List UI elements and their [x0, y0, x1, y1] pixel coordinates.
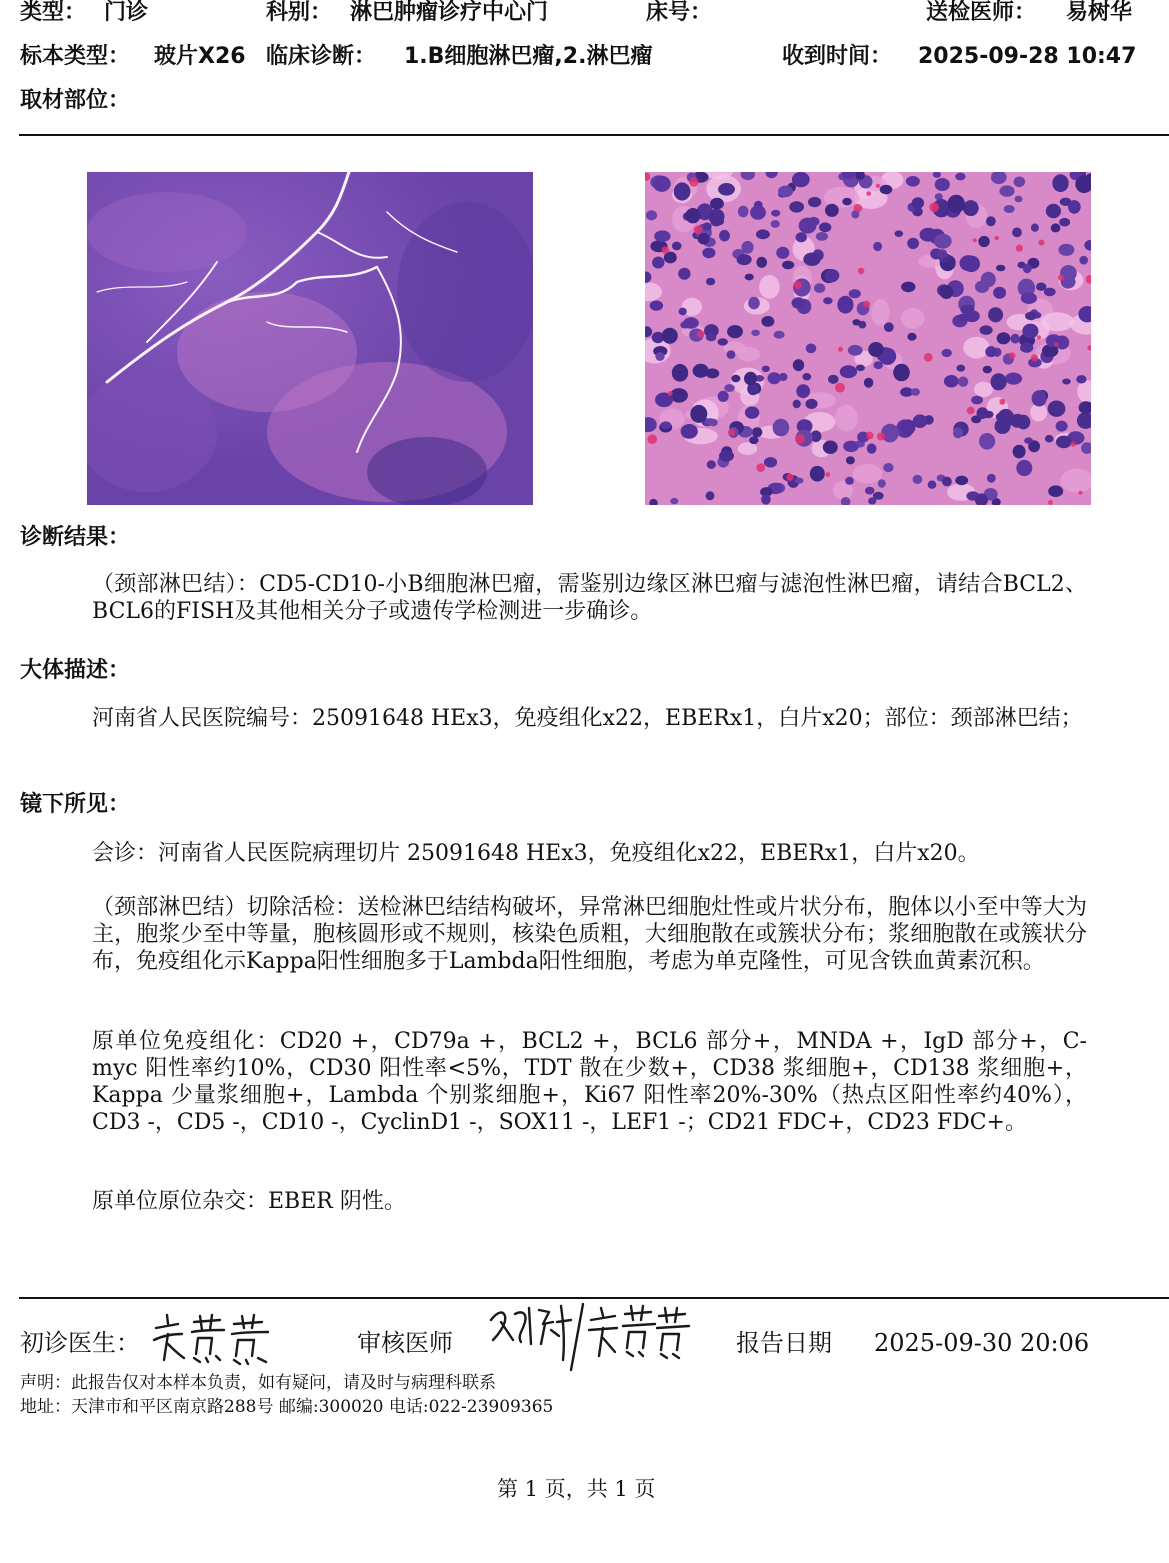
sampling-site-label: 取材部位： — [20, 88, 131, 113]
clinical-diagnosis-value: 1.B细胞淋巴瘤,2.淋巴瘤 — [404, 44, 653, 69]
received-time-label: 收到时间： — [782, 44, 893, 69]
microscopic-consultation-text: 会诊：河南省人民医院病理切片 25091648 HEx3，免疫组化x22，EBERx1，白片x20。 — [92, 841, 980, 866]
in-situ-hybridization-text: 原单位原位杂交：EBER 阴性。 — [92, 1189, 406, 1214]
micrograph-low-power — [87, 172, 533, 505]
report-date-label: 报告日期 — [736, 1329, 832, 1357]
initial-doctor-signature — [150, 1310, 275, 1370]
review-doctor-label: 审核医师 — [357, 1329, 453, 1357]
department-value: 淋巴肿瘤诊疗中心门 — [350, 0, 549, 25]
report-date-value: 2025-09-30 20:06 — [874, 1329, 1090, 1357]
hospital-address: 地址：天津市和平区南京路288号 邮编:300020 电话:022-23909365 — [20, 1397, 554, 1417]
disclaimer-statement: 声明：此报告仅对本样本负责，如有疑问，请及时与病理科联系 — [20, 1373, 496, 1393]
micrograph-high-power — [645, 172, 1091, 505]
initial-doctor-label: 初诊医生： — [20, 1329, 140, 1357]
clinical-diagnosis-label: 临床诊断： — [266, 44, 377, 69]
footer-divider — [19, 1297, 1169, 1299]
bed-label: 床号： — [646, 0, 713, 25]
review-doctor-signature — [487, 1300, 697, 1376]
gross-description-title: 大体描述： — [20, 658, 131, 683]
diagnosis-result-title: 诊断结果： — [20, 525, 131, 550]
referring-doctor-label: 送检医师： — [926, 0, 1037, 25]
gross-description-text: 河南省人民医院编号：25091648 HEx3，免疫组化x22，EBERx1，白片x20；部位：颈部淋巴结； — [92, 706, 1083, 731]
immunohistochemistry-text: 原单位免疫组化：CD20 +，CD79a +，BCL2 +，BCL6 部分+，MNDA +，IgD 部分+，C-myc 阳性率约10%，CD30 阳性率<5%，TDT 散在少数+，CD38 浆细胞+，CD138 浆细胞+，Kappa 少量浆细胞+，Lambda 个别浆细胞+，Ki67 阳性率20%-30%（热点区阳性率约40%），CD3 -，CD5 -，CD10 -，CyclinD1 -，SOX11 -，LEF1 -；CD21 FDC+，CD23 FDC+。 — [92, 1029, 1087, 1135]
microscopic-biopsy-text: （颈部淋巴结）切除活检：送检淋巴结结构破坏，异常淋巴细胞灶性或片状分布，胞体以小至中等大为主，胞浆少至中等量，胞核圆形或不规则，核染色质粗，大细胞散在或簇状分布；浆细胞散在或簇状分布，免疫组化示Kappa阳性细胞多于Lambda阳性细胞，考虑为单克隆性，可见含铁血黄素沉积。 — [92, 895, 1087, 974]
header-divider — [19, 134, 1169, 136]
microscopic-findings-title: 镜下所见： — [20, 792, 131, 817]
page-indicator: 第 1 页，共 1 页 — [497, 1477, 656, 1501]
type-value: 门诊 — [104, 0, 149, 25]
referring-doctor-value: 易树华 — [1066, 0, 1133, 25]
received-time-value: 2025-09-28 10:47 — [918, 44, 1137, 69]
specimen-type-label: 标本类型： — [20, 44, 131, 69]
department-label: 科别： — [266, 0, 333, 25]
diagnosis-result-text: （颈部淋巴结）：CD5-CD10-小B细胞淋巴瘤，需鉴别边缘区淋巴瘤与滤泡性淋巴瘤，请结合BCL2、BCL6的FISH及其他相关分子或遗传学检测进一步确诊。 — [92, 572, 1087, 624]
type-label: 类型： — [20, 0, 87, 25]
specimen-type-value: 玻片X26 — [154, 44, 246, 69]
